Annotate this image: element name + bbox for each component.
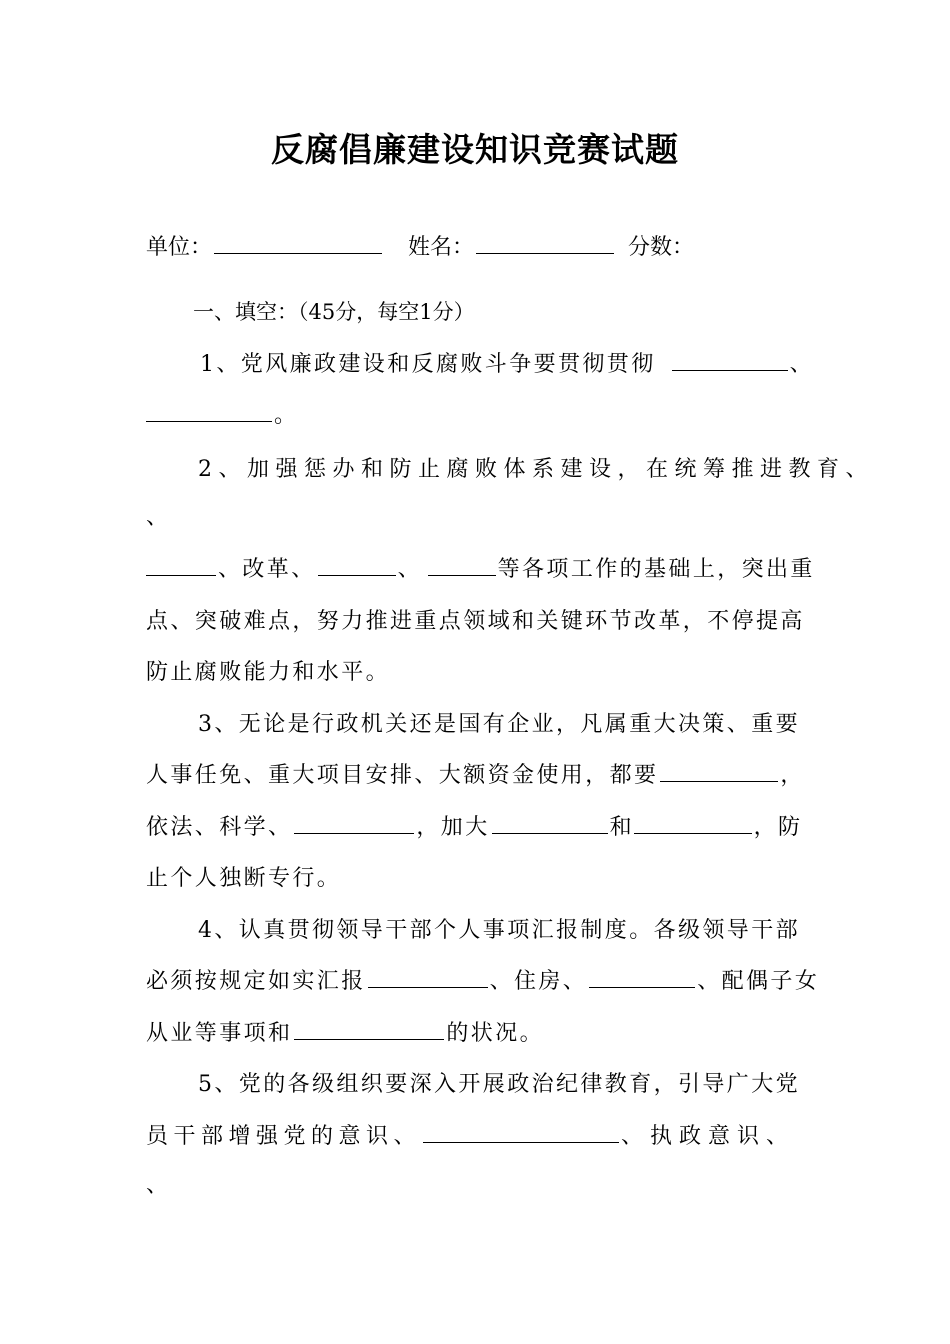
q2-sep-b: 、 [397, 557, 420, 582]
q4-blank-2[interactable] [589, 965, 695, 988]
q1-end: 。 [274, 403, 297, 428]
question-2-line-5 [146, 655, 390, 686]
q4-blank-3[interactable] [294, 1017, 444, 1040]
score-label: 分数： [628, 235, 695, 260]
question-5-line-1 [198, 1067, 800, 1098]
question-2-line-2: 、 [146, 505, 169, 530]
q5-blank-1[interactable] [423, 1120, 619, 1143]
question-4-line-2 [146, 964, 819, 995]
q2-text-1: 2、加强惩办和防止腐败体系建设，在统筹推进教育、 [198, 457, 874, 482]
q2-text-a: 等各项工作的基础上，突出重 [497, 557, 815, 582]
q4-blank-1[interactable] [368, 965, 488, 988]
q3-text-3c: 和 [609, 815, 632, 840]
q5-text-2b: 、执政意识、 [621, 1124, 796, 1149]
header-line [146, 230, 694, 261]
unit-field[interactable] [214, 231, 382, 254]
q2-blank-3[interactable] [428, 553, 496, 576]
q4-text-2b: 、住房、 [489, 969, 588, 994]
name-field[interactable] [476, 231, 614, 254]
question-4-line-3 [146, 1016, 544, 1047]
name-label: 姓名： [408, 235, 475, 260]
q5-text-1: 5、党的各级组织要深入开展政治纪律教育，引导广大党 [198, 1072, 800, 1097]
question-3-line-1 [198, 707, 800, 738]
question-3-line-2 [146, 758, 802, 789]
q3-text-2b: ， [780, 763, 803, 788]
q3-text-3d: ，防 [753, 815, 803, 840]
q3-text-1: 3、无论是行政机关还是国有企业，凡属重大决策、重要 [198, 712, 800, 737]
q2-sep-a: 、改革、 [218, 557, 316, 582]
q1-blank-2[interactable] [146, 399, 272, 422]
section-heading: 一、填空：（45分，每空1分） [193, 300, 475, 324]
q5-text-2a: 员干部增强党的意识、 [146, 1124, 422, 1149]
question-5-line-3: 、 [146, 1173, 169, 1198]
q2-blank-1[interactable] [146, 553, 216, 576]
q4-text-3a: 从业等事项和 [146, 1021, 293, 1046]
q1-text: 1、党风廉政建设和反腐败斗争要贯彻贯彻 [200, 352, 656, 377]
question-5-line-2 [146, 1119, 795, 1150]
q4-text-1: 4、认真贯彻领导干部个人事项汇报制度。各级领导干部 [198, 918, 800, 943]
page-title: 反腐倡廉建设知识竞赛试题 [271, 130, 679, 169]
question-1-line-1 [200, 347, 812, 378]
q1-sep: 、 [789, 352, 812, 377]
q3-text-4: 止个人独断专行。 [146, 866, 342, 891]
question-2-line-3 [146, 552, 815, 583]
q2-blank-2[interactable] [318, 553, 396, 576]
q4-text-2a: 必须按规定如实汇报 [146, 969, 366, 994]
q3-blank-3[interactable] [492, 811, 608, 834]
q2-text-4: 点、突破难点，努力推进重点领域和关键环节改革，不停提高 [146, 609, 805, 634]
question-2-line-4 [146, 604, 805, 635]
q3-text-3a: 依法、科学、 [146, 815, 293, 840]
q3-text-3b: ，加大 [416, 815, 490, 840]
question-3-line-3 [146, 810, 802, 841]
q2-text-5: 防止腐败能力和水平。 [146, 660, 391, 685]
q3-blank-4[interactable] [634, 811, 752, 834]
q3-text-2a: 人事任免、重大项目安排、大额资金使用，都要 [146, 763, 659, 788]
question-2-line-1 [198, 452, 874, 483]
unit-label: 单位： [146, 235, 213, 260]
question-1-line-2 [146, 398, 296, 429]
q3-blank-1[interactable] [660, 759, 778, 782]
q4-text-2c: 、配偶子女 [697, 969, 820, 994]
question-4-line-1 [198, 913, 800, 944]
q4-text-3b: 的状况。 [446, 1021, 545, 1046]
q3-blank-2[interactable] [294, 811, 414, 834]
question-3-line-4 [146, 861, 341, 892]
q1-blank-1[interactable] [672, 348, 788, 371]
